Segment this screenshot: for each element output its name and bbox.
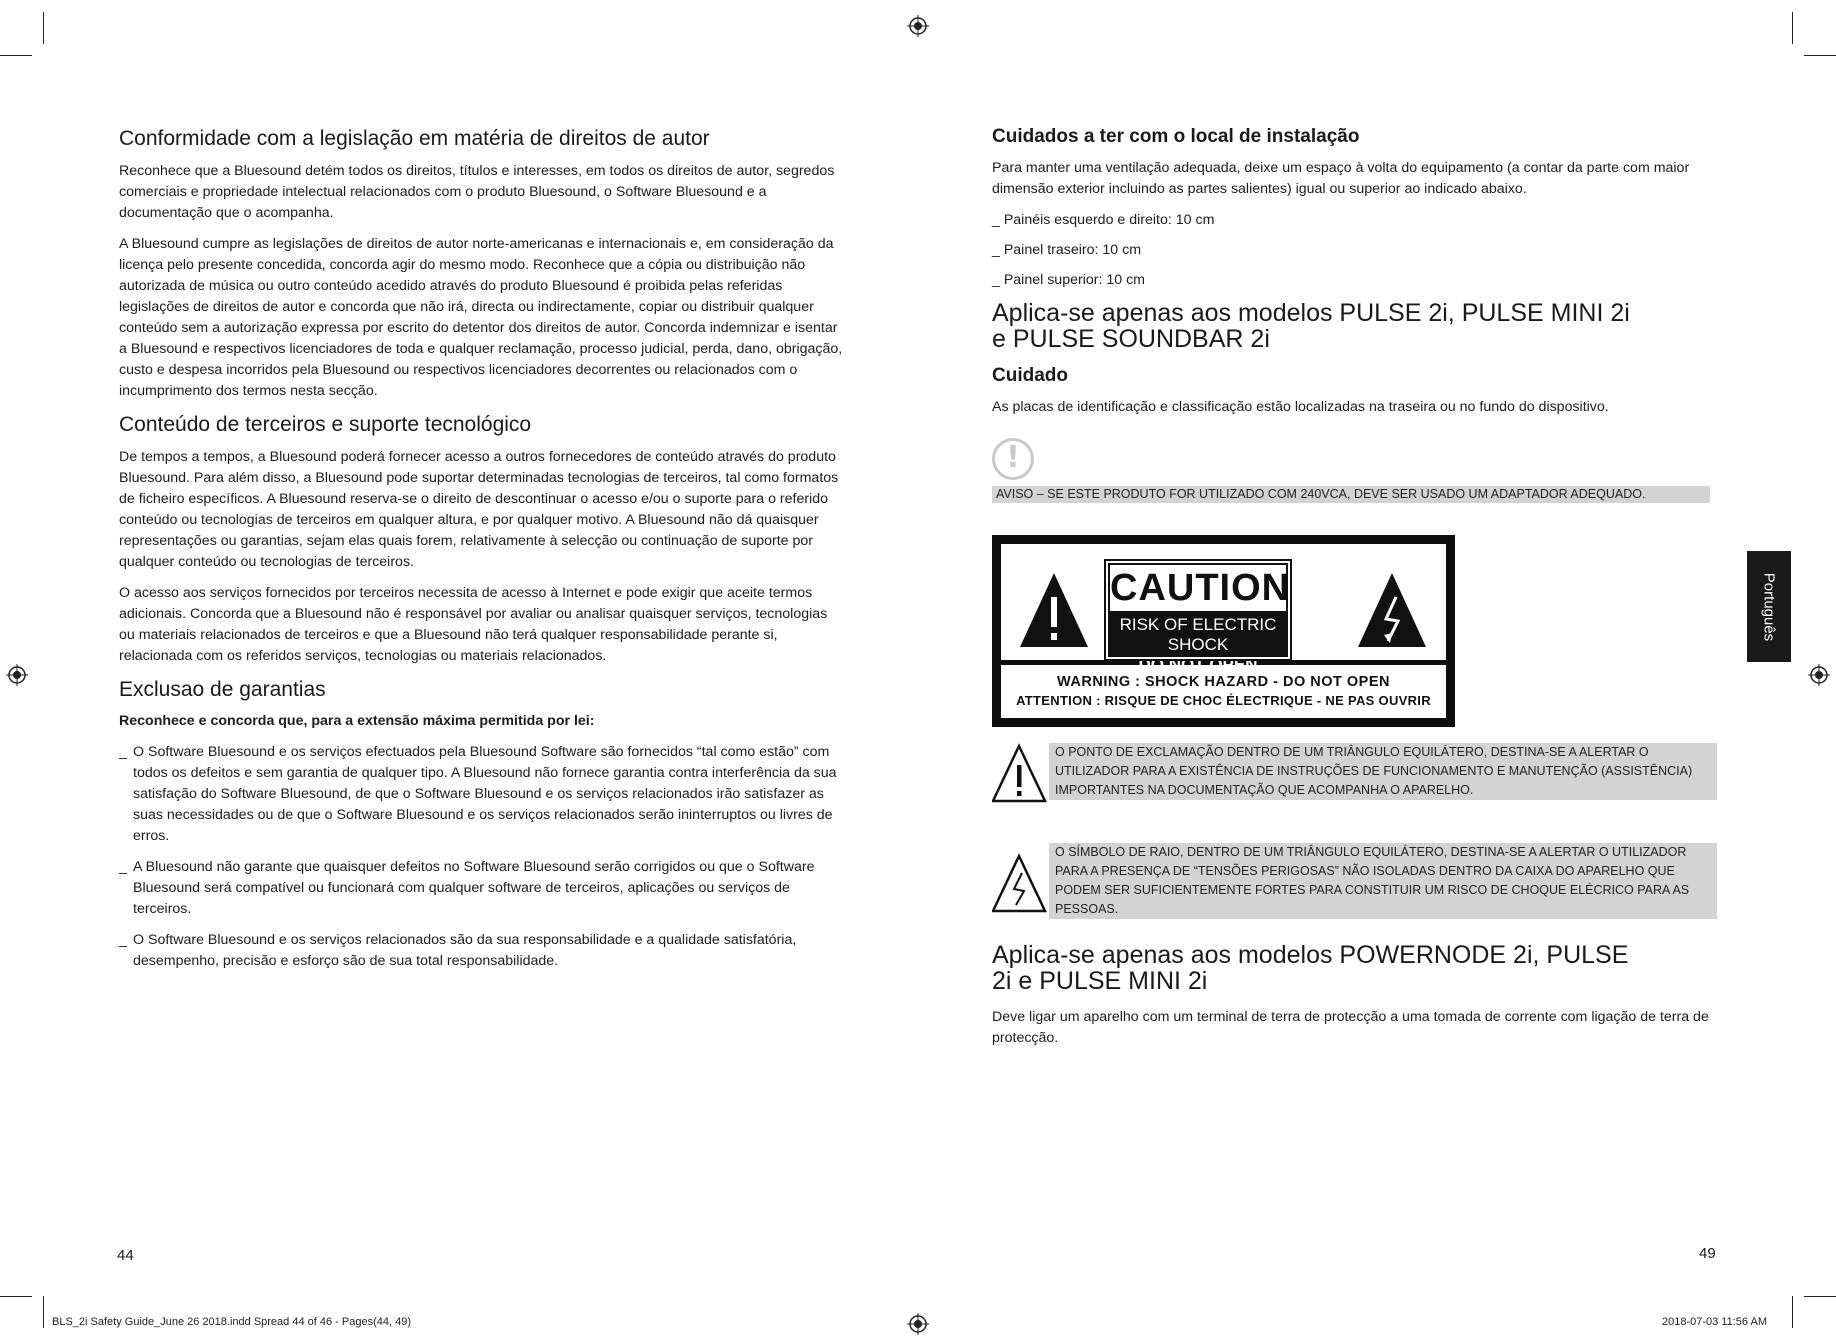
list-item: _ Painéis esquerdo e direito: 10 cm: [992, 212, 1215, 228]
exclamation-triangle-icon: [992, 743, 1047, 803]
language-tab-label: Português: [1760, 572, 1778, 641]
crop-mark: [43, 1296, 44, 1328]
caution-line: RISK OF ELECTRIC SHOCK: [1119, 615, 1277, 654]
caution-title: CAUTION: [1110, 567, 1291, 609]
exclamation-symbol-text: O PONTO DE EXCLAMAÇÃO DENTRO DE UM TRIÂNGULO EQUILÁTERO, DESTINA-SE A ALERTAR O UTILIZADOR PARA A EXISTÊNCIA DE INSTRUÇÕES DE FUNCIONAMENTO E MANUTENÇÃO (ASSISTÊNCIA) IMPORTANTES NA DOCUMENTAÇÃO QUE ACOMPANHA O APARELHO.: [1049, 743, 1717, 800]
thirdparty-paragraph: O acesso aos serviços fornecidos por terceiros necessita de acesso à Internet e pode exigir que aceite termos adicionais. Concorda que a Bluesound não é responsável por avaliar ou analisar quaisquer serviços, tecnologias ou materiais relacionados de terceiros e que a Bluesound não terá qualquer responsabilidade perante si, relacionada com os referidos serviços, tecnologias ou materiais relacionados.: [119, 585, 828, 665]
right-page-column: [992, 126, 1717, 428]
slug-right: 2018-07-03 11:56 AM: [1662, 1316, 1767, 1328]
crop-mark: [43, 12, 44, 44]
thirdparty-paragraph: De tempos a tempos, a Bluesound poderá fornecer acesso a outros fornecedores de conteúdo através do produto Bluesound. Para além disso, a Bluesound pode suportar determinadas tecnologias de terceiros, tal como formatos de ficheiro específicos. A Bluesound reserva-se o direito de descontinuar o acesso e/ou o suporte para o referido conteúdo ou tecnologias de terceiros em qualquer altura, e por qualquer motivo. A Bluesound não dá quaisquer representações ou garantias, sejam elas quais forem, relativamente à selecção ou continuação de suporte por qualquer conteúdo ou tecnologias de terceiros.: [119, 449, 839, 571]
page-number-left: 44: [117, 1247, 134, 1264]
lightning-symbol-text: O SÍMBOLO DE RAIO, DENTRO DE UM TRIÂNGULO EQUILÁTERO, DESTINA-SE A ALERTAR O UTILIZADOR PARA A PRESENÇA DE “TENSÕES PERIGOSAS” NÃO ISOLADAS DENTRO DA CAIXA DO APARELHO QUE PODEM SER SUFICIENTEMENTE FORTES PARA CONSTITUIR UM RISCO DE CHOQUE ELÉCRICO PARA AS PESSOAS.: [1049, 843, 1717, 919]
exclamation-symbol-row: [992, 743, 1717, 803]
cuidado-heading: Cuidado: [992, 364, 1068, 386]
registration-mark-icon: [907, 15, 929, 37]
crop-mark: [1792, 1296, 1793, 1328]
aviso-block: [992, 438, 1710, 503]
powernode-models-heading: Aplica-se apenas aos modelos POWERNODE 2i, PULSE 2i e PULSE MINI 2i: [992, 941, 1629, 996]
powernode-section: [992, 942, 1717, 1059]
crop-mark: [1804, 55, 1836, 56]
lightning-triangle-icon: [992, 853, 1047, 913]
registration-mark-icon: [6, 664, 28, 686]
lightning-symbol-row: [992, 843, 1717, 919]
list-item: _ Painel superior: 10 cm: [992, 272, 1145, 288]
copyright-heading: Conformidade com a legislação em matéria de direitos de autor: [119, 127, 710, 150]
warranty-heading: Exclusao de garantias: [119, 678, 326, 702]
exclamation-circle-icon: !: [992, 438, 1034, 480]
list-item: _ Painel traseiro: 10 cm: [992, 242, 1142, 258]
crop-mark: [0, 1296, 32, 1297]
lightning-triangle-icon: [1356, 569, 1428, 651]
crop-mark: [0, 55, 32, 56]
caution-label: [992, 535, 1455, 727]
page-number-right: 49: [1699, 1245, 1716, 1262]
list-item: _ O Software Bluesound e os serviços efectuados pela Bluesound Software são fornecidos “tal como estão” com todos os defeitos e sem garantia de qualquer tipo. A Bluesound não fornece garantia contra interferência da sua satisfação do Software Bluesound, de que o Software Bluesound e os serviços relacionados irão satisfazer as suas necessidades ou de que o Software Bluesound e os serviços relacionados serão ininterruptos ou livres de erros.: [119, 742, 844, 847]
crop-mark: [1804, 1296, 1836, 1297]
registration-mark-icon: [907, 1313, 929, 1335]
install-paragraph: Para manter uma ventilação adequada, deixe um espaço à volta do equipamento (a contar da parte com maior dimensão exterior incluindo as partes salientes) igual ou superior ao indicado abaixo.: [992, 160, 1690, 197]
aviso-bar: AVISO – SE ESTE PRODUTO FOR UTILIZADO COM 240VCA, DEVE SER USADO UM ADAPTADOR ADEQUADO.: [992, 486, 1710, 503]
list-item: _ O Software Bluesound e os serviços relacionados são da sua responsabilidade e a qualidade satisfatória, desempenho, precisão e esforço são de sua total responsabilidade.: [119, 930, 844, 972]
thirdparty-heading: Conteúdo de terceiros e suporte tecnológico: [119, 413, 532, 437]
install-list: [992, 210, 1717, 291]
cuidado-paragraph: As placas de identificação e classificação estão localizadas na traseira ou no fundo do dispositivo.: [992, 398, 1609, 415]
copyright-paragraph: Reconhece que a Bluesound detém todos os direitos, títulos e interesses, em todos os direitos de autor, segredos comerciais e propriedade intelectual relacionados com o produto Bluesound, o Software Bluesound e a documentação que o acompanha.: [119, 163, 835, 222]
list-item: _ A Bluesound não garante que quaisquer defeitos no Software Bluesound serão corrigidos ou que o Software Bluesound será compatível ou funcionará com qualquer software de terceiros, aplicações ou serviços de terceiros.: [119, 857, 844, 920]
exclamation-triangle-icon: [1018, 569, 1090, 651]
slug-left: BLS_2i Safety Guide_June 26 2018.indd Spread 44 of 46 - Pages(44, 49): [52, 1316, 411, 1328]
copyright-paragraph: A Bluesound cumpre as legislações de direitos de autor norte-americanas e internacionais e, em consideração da licença pelo presente concedida, concorda agir do mesmo modo. Reconhece que a cópia ou distribuição não autorizada de música ou outro conteúdo acedido através do produto Bluesound é proibida pelas referidas legislações de direitos de autor e concorda que não irá, directa ou indirectamente, copiar ou distribuir qualquer conteúdo sem a autorização expressa por escrito do detentor dos direitos de autor. Concorda indemnizar e isentar a Bluesound e respectivos licenciadores de toda e qualquer reclamação, processo judicial, perda, dano, obrigação, custo e despesa incorridos pela Bluesound ou respectivos licenciadores decorrentes ou relacionados com o incumprimento dos termos nesta secção.: [119, 236, 843, 400]
caution-warning-en: WARNING : SHOCK HAZARD - DO NOT OPEN: [1057, 674, 1390, 690]
install-heading: Cuidados a ter com o local de instalação: [992, 126, 1360, 147]
warranty-lead: Reconhece e concorda que, para a extensão máxima permitida por lei:: [119, 712, 595, 729]
left-page-column: [119, 126, 844, 982]
pulse-models-heading: Aplica-se apenas aos modelos PULSE 2i, PULSE MINI 2i e PULSE SOUNDBAR 2i: [992, 299, 1630, 354]
registration-mark-icon: [1808, 664, 1830, 686]
caution-warning-fr: ATTENTION : RISQUE DE CHOC ÉLECTRIQUE - NE PAS OUVRIR: [1016, 693, 1431, 708]
language-tab: [1747, 551, 1791, 662]
powernode-paragraph: Deve ligar um aparelho com um terminal de terra de protecção a uma tomada de corrente com ligação de terra de protecção.: [992, 1008, 1709, 1046]
crop-mark: [1792, 12, 1793, 44]
